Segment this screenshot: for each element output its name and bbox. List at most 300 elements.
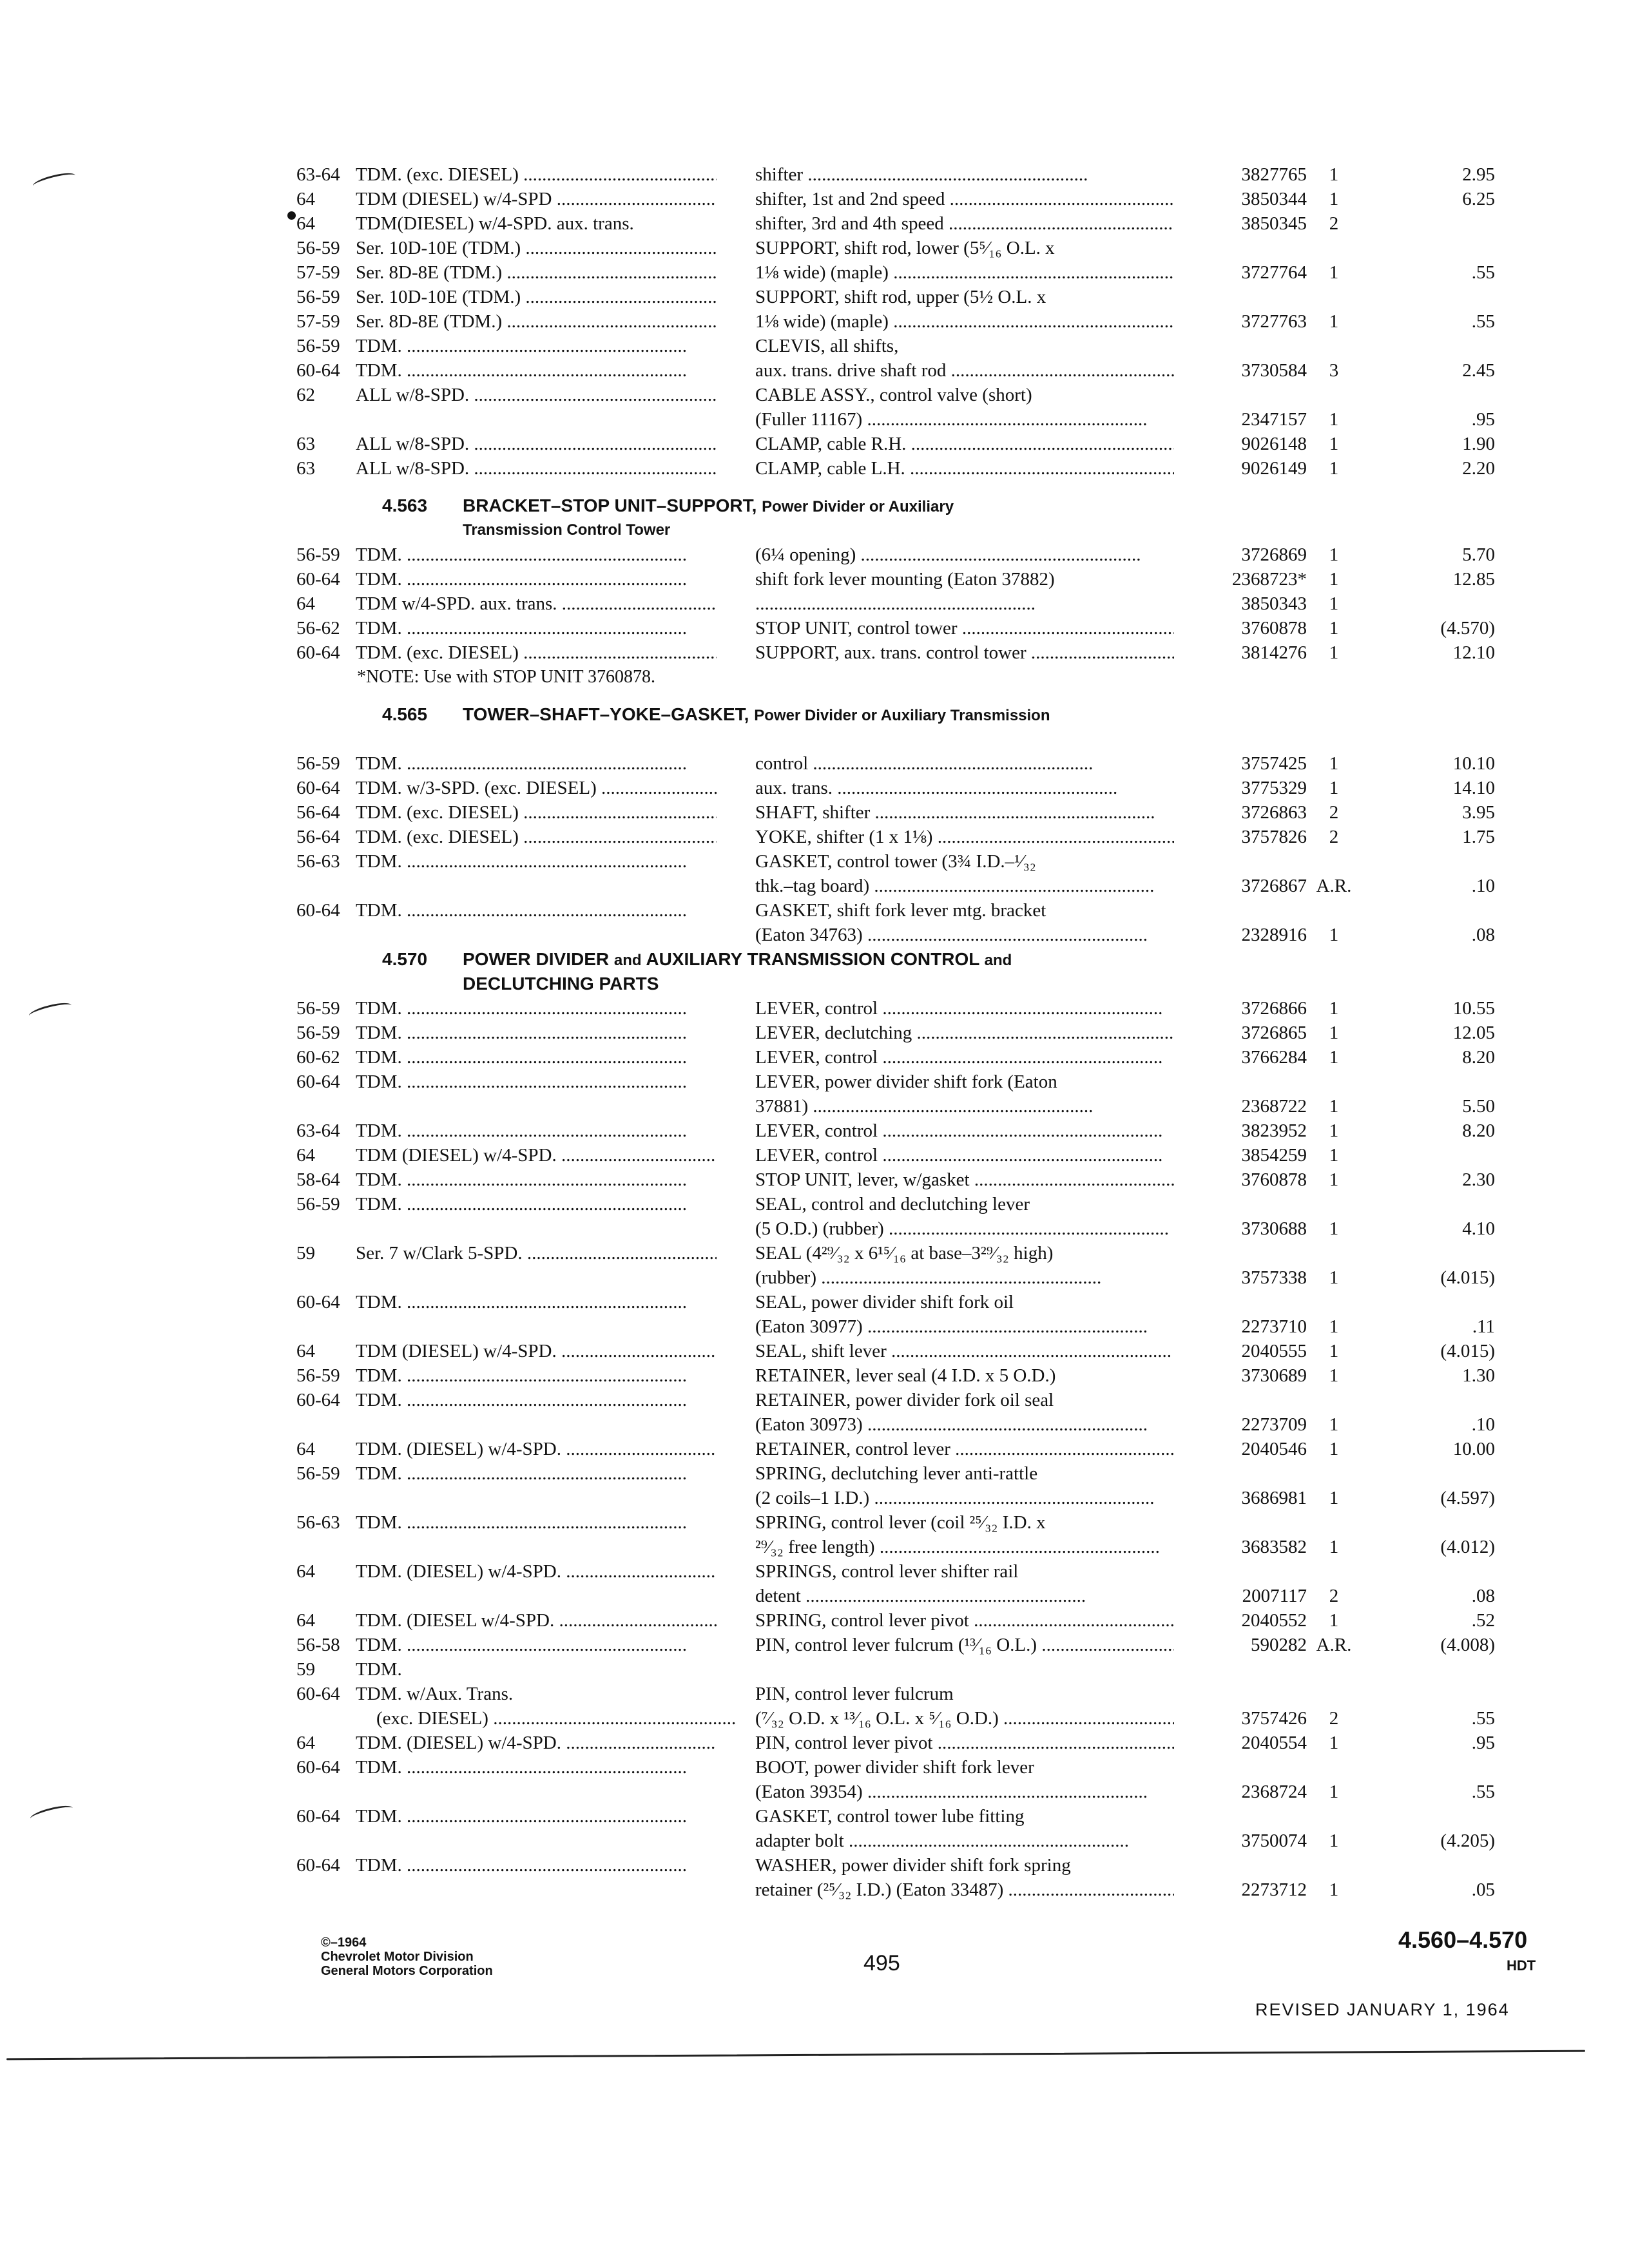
price: .10 (1471, 876, 1495, 896)
quantity: 1 (1329, 1537, 1339, 1557)
table-row (296, 1633, 1559, 1657)
price: 1.90 (1462, 434, 1495, 454)
section-heading-4570 (296, 947, 1559, 972)
part-number: 2347157 (1241, 409, 1307, 430)
application: TDM. ..... (356, 1192, 717, 1216)
quantity: 1 (1329, 618, 1339, 639)
section-number: 4.565 (382, 704, 428, 724)
application: TDM. (DIESEL w/4-SPD. ..... (356, 1608, 717, 1633)
price: (4.570) (1440, 618, 1495, 639)
description: (2 coils–1 I.D.) ..... (755, 1486, 1174, 1510)
part-number: 3760878 (1241, 1169, 1307, 1190)
part-number: 3726866 (1241, 998, 1307, 1019)
model-years: 60-64 (296, 778, 340, 798)
table-row (296, 1363, 1559, 1388)
parts-group-4570 (296, 996, 1559, 1902)
application: TDM. (DIESEL) w/4-SPD. ..... (356, 1731, 717, 1755)
quantity: 1 (1329, 1047, 1339, 1068)
table-row (296, 407, 1559, 432)
quantity: 1 (1329, 164, 1339, 185)
application: TDM(DIESEL) w/4-SPD. aux. trans. (356, 213, 634, 234)
quantity: 1 (1329, 1733, 1339, 1753)
description: shifter ..... (755, 162, 1174, 187)
part-number: 3757425 (1241, 753, 1307, 774)
model-years: 62 (296, 385, 315, 405)
model-years: 56-59 (296, 544, 340, 565)
application: TDM (DIESEL) w/4-SPD. ..... (356, 1339, 717, 1363)
table-row (296, 1339, 1559, 1363)
section-title: POWER DIVIDER and AUXILIARY TRANSMISSION CONTROL and (463, 949, 1012, 969)
model-years: 63-64 (296, 1120, 340, 1141)
model-years: 60-64 (296, 1292, 340, 1312)
price: 10.10 (1452, 753, 1495, 774)
table-row (296, 874, 1559, 898)
description: STOP UNIT, control tower ..... (755, 616, 1174, 640)
application: Ser. 8D-8E (TDM.) ..... (356, 309, 717, 334)
model-years: 59 (296, 1243, 315, 1264)
price: 8.20 (1462, 1047, 1495, 1068)
table-row (296, 1119, 1559, 1143)
price: 4.10 (1462, 1218, 1495, 1239)
table-row (296, 800, 1559, 825)
quantity: 2 (1329, 802, 1339, 823)
application: TDM. ..... (356, 1804, 717, 1829)
section-number: 4.570 (382, 949, 428, 969)
section-subtitle: DECLUTCHING PARTS (463, 974, 659, 994)
price: .95 (1471, 1733, 1495, 1753)
part-number: 3775329 (1241, 778, 1307, 798)
quantity: 1 (1329, 753, 1339, 774)
table-row (296, 1216, 1559, 1241)
model-years: 60-62 (296, 1047, 340, 1068)
part-number: 2273709 (1241, 1414, 1307, 1435)
model-years: 56-64 (296, 802, 340, 823)
quantity: 1 (1329, 544, 1339, 565)
model-years: 64 (296, 593, 315, 614)
table-row (296, 162, 1559, 187)
table-row (296, 1094, 1559, 1119)
part-number: 9026149 (1241, 458, 1307, 479)
application: Ser. 8D-8E (TDM.) ..... (356, 260, 717, 285)
quantity: 1 (1329, 1218, 1339, 1239)
table-row (296, 567, 1559, 591)
description: LEVER, control ..... (755, 996, 1174, 1021)
quantity: 1 (1329, 1145, 1339, 1166)
part-number: 3850345 (1241, 213, 1307, 234)
price: 2.95 (1462, 164, 1495, 185)
description: (Eaton 39354) ..... (755, 1780, 1174, 1804)
quantity: 1 (1329, 593, 1339, 614)
part-number: 2040546 (1241, 1439, 1307, 1459)
description: PIN, control lever fulcrum (¹³⁄₁₆ O.L.) ..... (755, 1633, 1174, 1657)
application: ALL w/8-SPD. ..... (356, 432, 717, 456)
quantity: 1 (1329, 1341, 1339, 1361)
part-number: 2368722 (1241, 1096, 1307, 1117)
quantity: 1 (1329, 1120, 1339, 1141)
application: TDM. w/3-SPD. (exc. DIESEL) ..... (356, 776, 717, 800)
description: LEVER, control ..... (755, 1143, 1174, 1168)
part-number: 3726863 (1241, 802, 1307, 823)
description: aux. trans. drive shaft rod ..... (755, 358, 1174, 383)
application: TDM. ..... (356, 543, 717, 567)
price: 10.55 (1452, 998, 1495, 1019)
price: .55 (1471, 1708, 1495, 1729)
quantity: 1 (1329, 1782, 1339, 1802)
quantity: 1 (1329, 458, 1339, 479)
application: TDM. ..... (356, 996, 717, 1021)
quantity: 1 (1329, 1488, 1339, 1508)
description: GASKET, control tower lube fitting (755, 1806, 1025, 1827)
description: control ..... (755, 751, 1174, 776)
part-number: 2328916 (1241, 925, 1307, 945)
description: SHAFT, shifter ..... (755, 800, 1174, 825)
model-years: 63 (296, 434, 315, 454)
application: TDM. ..... (356, 1119, 717, 1143)
application: Ser. 10D-10E (TDM.) ..... (356, 285, 717, 309)
price: .55 (1471, 311, 1495, 332)
model-years: 64 (296, 1145, 315, 1166)
description: WASHER, power divider shift fork spring (755, 1855, 1071, 1876)
application: TDM. ..... (356, 334, 717, 358)
description: 1⅛ wide) (maple) ..... (755, 260, 1174, 285)
price: 12.85 (1452, 569, 1495, 590)
table-row (296, 1486, 1559, 1510)
price: (4.015) (1440, 1267, 1495, 1288)
part-number: 2007117 (1242, 1586, 1307, 1606)
description: SUPPORT, aux. trans. control tower ..... (755, 640, 1174, 665)
part-number: 3850343 (1241, 593, 1307, 614)
table-row (296, 1829, 1559, 1853)
model-years: 60-64 (296, 1855, 340, 1876)
part-number: 9026148 (1241, 434, 1307, 454)
part-number: 2368723* (1232, 569, 1307, 590)
table-row (296, 751, 1559, 776)
quantity: A.R. (1316, 1635, 1352, 1655)
table-row (296, 260, 1559, 285)
description: CLEVIS, all shifts, (755, 336, 899, 356)
quantity: 3 (1329, 360, 1339, 381)
part-number: 2040554 (1241, 1733, 1307, 1753)
description: SEAL, control and declutching lever (755, 1194, 1030, 1215)
table-row (296, 309, 1559, 334)
description: shift fork lever mounting (Eaton 37882) (755, 569, 1055, 590)
table-row (296, 358, 1559, 383)
part-number: 3757826 (1241, 827, 1307, 847)
quantity: 2 (1329, 1708, 1339, 1729)
model-years: 60-64 (296, 1072, 340, 1092)
price: (4.012) (1440, 1537, 1495, 1557)
table-row (296, 432, 1559, 456)
section-range: 4.560–4.570 (1398, 1927, 1528, 1953)
model-years: 56-59 (296, 336, 340, 356)
application: TDM. (exc. DIESEL) ..... (356, 162, 717, 187)
price: .55 (1471, 1782, 1495, 1802)
description: CABLE ASSY., control valve (short) (755, 385, 1032, 405)
parts-group-4565 (296, 751, 1559, 947)
application: (exc. DIESEL) ..... (356, 1706, 737, 1731)
description: SPRINGS, control lever shifter rail (755, 1561, 1019, 1582)
table-row (296, 1070, 1559, 1094)
application: TDM. ..... (356, 1070, 717, 1094)
model-years: 56-58 (296, 1635, 340, 1655)
quantity: 1 (1329, 311, 1339, 332)
part-number: 3730584 (1241, 360, 1307, 381)
model-years: 58-64 (296, 1169, 340, 1190)
part-number: 3726867 (1241, 876, 1307, 896)
table-row (296, 849, 1559, 874)
description: SEAL, power divider shift fork oil (755, 1292, 1014, 1312)
description: (rubber) ..... (755, 1265, 1174, 1290)
price: .08 (1471, 1586, 1495, 1606)
table-row (296, 1314, 1559, 1339)
table-row (296, 1706, 1559, 1731)
description: LEVER, control ..... (755, 1045, 1174, 1070)
copyright-block (321, 1936, 493, 1978)
application: TDM. ..... (356, 1290, 717, 1314)
price: 14.10 (1452, 778, 1495, 798)
table-row (296, 187, 1559, 211)
model-years: 64 (296, 1341, 315, 1361)
description: BOOT, power divider shift fork lever (755, 1757, 1034, 1778)
price: (4.015) (1440, 1341, 1495, 1361)
table-row (296, 616, 1559, 640)
part-number: 3683582 (1241, 1537, 1307, 1557)
application: TDM (DIESEL) w/4-SPD. ..... (356, 1143, 717, 1168)
quantity: 1 (1329, 778, 1339, 798)
application: ALL w/8-SPD. ..... (356, 383, 717, 407)
table-row (296, 1682, 1559, 1706)
table-row (296, 1461, 1559, 1486)
model-years: 60-64 (296, 1757, 340, 1778)
model-years: 64 (296, 1561, 315, 1582)
description: ²⁹⁄₃₂ free length) ..... (755, 1535, 1174, 1559)
table-row (296, 1559, 1559, 1584)
table-row (296, 923, 1559, 947)
application: TDM. w/Aux. Trans. (356, 1684, 514, 1704)
price: .55 (1471, 262, 1495, 283)
part-number: 3686981 (1241, 1488, 1307, 1508)
price: (4.205) (1440, 1831, 1495, 1851)
application: TDM. ..... (356, 358, 717, 383)
quantity: 2 (1329, 213, 1339, 234)
part-number: 3823952 (1241, 1120, 1307, 1141)
model-years: 56-62 (296, 618, 340, 639)
description: CLAMP, cable L.H. ..... (755, 456, 1174, 481)
description: SEAL, shift lever ..... (755, 1339, 1174, 1363)
part-number: 3814276 (1241, 642, 1307, 663)
table-row (296, 1192, 1559, 1216)
price: 2.20 (1462, 458, 1495, 479)
table-row (296, 1853, 1559, 1878)
model-years: 64 (296, 1610, 315, 1631)
price: 5.70 (1462, 544, 1495, 565)
quantity: 1 (1329, 262, 1339, 283)
table-row (296, 640, 1559, 665)
section-number: 4.563 (382, 495, 428, 515)
footnote: *NOTE: Use with STOP UNIT 3760878. (357, 667, 656, 687)
table-row (296, 1265, 1559, 1290)
application: TDM. ..... (356, 567, 717, 591)
price: 6.25 (1462, 189, 1495, 209)
part-number: 3730689 (1241, 1365, 1307, 1386)
division-name: Chevrolet Motor Division (321, 1950, 474, 1964)
price: 5.50 (1462, 1096, 1495, 1117)
description: (Fuller 11167) ..... (755, 407, 1174, 432)
table-row (296, 1241, 1559, 1265)
application: TDM. ..... (356, 1045, 717, 1070)
application: TDM. (DIESEL) w/4-SPD. ..... (356, 1559, 717, 1584)
price: 12.10 (1452, 642, 1495, 663)
part-number: 3726869 (1241, 544, 1307, 565)
application: TDM. ..... (356, 849, 717, 874)
application: TDM. ..... (356, 1461, 717, 1486)
margin-mark (32, 170, 77, 191)
part-number: 2040555 (1241, 1341, 1307, 1361)
quantity: 1 (1329, 409, 1339, 430)
model-years: 64 (296, 1733, 315, 1753)
price: .05 (1471, 1879, 1495, 1900)
model-years: 60-64 (296, 642, 340, 663)
model-years: 56-59 (296, 1023, 340, 1043)
quantity: 1 (1329, 1169, 1339, 1190)
table-row (296, 1290, 1559, 1314)
table-row (296, 1804, 1559, 1829)
table-row (296, 383, 1559, 407)
description: (Eaton 30977) ..... (755, 1314, 1174, 1339)
part-number: 3760878 (1241, 618, 1307, 639)
description: SUPPORT, shift rod, upper (5½ O.L. x (755, 287, 1046, 307)
model-years: 56-59 (296, 287, 340, 307)
quantity: 1 (1329, 925, 1339, 945)
model-years: 64 (296, 1439, 315, 1459)
bullet-marker (287, 211, 296, 220)
quantity: 1 (1329, 434, 1339, 454)
description: RETAINER, lever seal (4 I.D. x 5 O.D.) (755, 1365, 1056, 1386)
table-row (296, 334, 1559, 358)
parts-group-4563 (296, 543, 1559, 665)
model-years: 56-63 (296, 1512, 340, 1533)
model-years: 60-64 (296, 1684, 340, 1704)
quantity: 2 (1329, 827, 1339, 847)
price: 10.00 (1452, 1439, 1495, 1459)
section-title: BRACKET–STOP UNIT–SUPPORT, Power Divider or Auxiliary (463, 495, 954, 515)
application: TDM. ..... (356, 1755, 717, 1780)
part-number: 3730688 (1241, 1218, 1307, 1239)
part-number: 3757426 (1241, 1708, 1307, 1729)
section-heading-4563 (296, 494, 1559, 518)
table-row (296, 1510, 1559, 1535)
table-row (296, 1878, 1559, 1902)
model-years: 56-59 (296, 1194, 340, 1215)
part-number: 3727764 (1241, 262, 1307, 283)
quantity: A.R. (1316, 876, 1352, 896)
table-row (296, 1780, 1559, 1804)
model-years: 56-59 (296, 238, 340, 258)
part-number: 2040552 (1241, 1610, 1307, 1631)
quantity: 1 (1329, 569, 1339, 590)
model-years: 57-59 (296, 262, 340, 283)
price: .11 (1472, 1316, 1495, 1337)
part-number: 3757338 (1241, 1267, 1307, 1288)
part-number: 3750074 (1241, 1831, 1307, 1851)
part-number: 3854259 (1241, 1145, 1307, 1166)
part-number: 3850344 (1241, 189, 1307, 209)
table-row (296, 1584, 1559, 1608)
application: TDM. (exc. DIESEL) ..... (356, 640, 717, 665)
price: 3.95 (1462, 802, 1495, 823)
model-years: 59 (296, 1659, 315, 1680)
model-years: 60-64 (296, 1390, 340, 1410)
price: 8.20 (1462, 1120, 1495, 1141)
model-years: 56-59 (296, 998, 340, 1019)
table-row (296, 1021, 1559, 1045)
table-row (296, 591, 1559, 616)
price: (4.008) (1440, 1635, 1495, 1655)
table-row (296, 1657, 1559, 1682)
part-number: 590282 (1251, 1635, 1307, 1655)
application: TDM. ..... (356, 616, 717, 640)
description: LEVER, declutching ..... (755, 1021, 1174, 1045)
model-years: 64 (296, 213, 315, 234)
parts-table (296, 162, 1559, 1902)
section-subtitle: Transmission Control Tower (463, 521, 671, 539)
model-years: 56-59 (296, 753, 340, 774)
application: ALL w/8-SPD. ..... (356, 456, 717, 481)
application: TDM. ..... (356, 1853, 717, 1878)
table-row (296, 1412, 1559, 1437)
quantity: 1 (1329, 642, 1339, 663)
description: (⁷⁄₃₂ O.D. x ¹³⁄₁₆ O.L. x ⁵⁄₁₆ O.D.) ..... (755, 1706, 1174, 1731)
page-number: 495 (863, 1951, 900, 1975)
model-years: 56-59 (296, 1365, 340, 1386)
table-row (296, 1731, 1559, 1755)
description: (Eaton 34763) ..... (755, 923, 1174, 947)
description: SPRING, control lever pivot ..... (755, 1608, 1174, 1633)
price: .10 (1471, 1414, 1495, 1435)
model-years: 63-64 (296, 164, 340, 185)
description: RETAINER, power divider fork oil seal (755, 1390, 1054, 1410)
description: SPRING, declutching lever anti-rattle (755, 1463, 1038, 1484)
table-row (296, 776, 1559, 800)
description: 1⅛ wide) (maple) ..... (755, 309, 1174, 334)
description: shifter, 3rd and 4th speed ..... (755, 211, 1174, 236)
table-row (296, 285, 1559, 309)
model-years: 56-63 (296, 851, 340, 872)
table-row (296, 543, 1559, 567)
quantity: 1 (1329, 1439, 1339, 1459)
model-years: 56-64 (296, 827, 340, 847)
part-number: 3827765 (1241, 164, 1307, 185)
price: 2.45 (1462, 360, 1495, 381)
description: thk.–tag board) ..... (755, 874, 1174, 898)
model-years: 56-59 (296, 1463, 340, 1484)
description: CLAMP, cable R.H. ..... (755, 432, 1174, 456)
description: SPRING, control lever (coil ²⁵⁄₃₂ I.D. x (755, 1512, 1046, 1533)
application: TDM (DIESEL) w/4-SPD ..... (356, 187, 717, 211)
application: TDM. (exc. DIESEL) ..... (356, 825, 717, 849)
price: 2.30 (1462, 1169, 1495, 1190)
description: adapter bolt ..... (755, 1829, 1174, 1853)
quantity: 1 (1329, 1879, 1339, 1900)
footer-rule (6, 2050, 1585, 2061)
application: Ser. 10D-10E (TDM.) ..... (356, 236, 717, 260)
price: 1.75 (1462, 827, 1495, 847)
description: (5 O.D.) (rubber) ..... (755, 1216, 1174, 1241)
application: TDM. (356, 1659, 402, 1680)
quantity: 1 (1329, 1023, 1339, 1043)
table-row (296, 211, 1559, 236)
table-row (296, 996, 1559, 1021)
